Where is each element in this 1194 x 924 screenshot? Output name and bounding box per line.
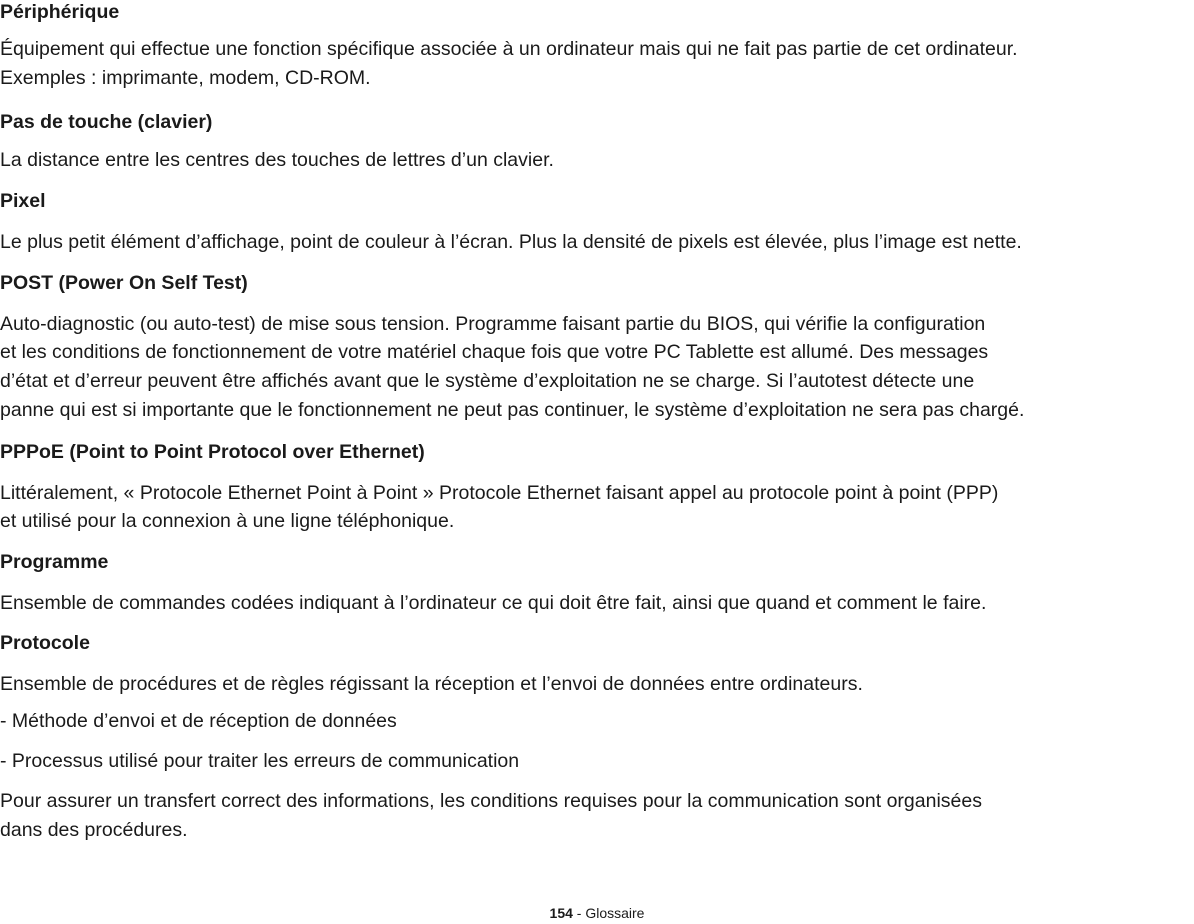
definition-line: Pour assurer un transfert correct des informations, les conditions requises pour la communication sont organisées: [0, 790, 982, 812]
definition-line: La distance entre les centres des touches de lettres d’un clavier.: [0, 149, 554, 171]
definition-line: et les conditions de fonctionnement de votre matériel chaque fois que votre PC Tablette est allumé. Des messages: [0, 341, 989, 363]
definition-line: panne qui est si importante que le fonctionnement ne peut pas continuer, le système d’exploitation ne sera pas chargé.: [0, 399, 1025, 421]
definition-line: d’état et d’erreur peuvent être affichés avant que le système d’exploitation ne se charge. Si l’autotest détecte une: [0, 370, 975, 392]
definition-line: - Processus utilisé pour traiter les erreurs de communication: [0, 750, 520, 772]
definition-line: Équipement qui effectue une fonction spécifique associée à un ordinateur mais qui ne fait pas partie de cet ordinateur.: [0, 38, 1018, 60]
term-heading: Pas de touche (clavier): [0, 111, 213, 133]
section-name: - Glossaire: [572, 905, 645, 921]
definition-line: et utilisé pour la connexion à une ligne téléphonique.: [0, 510, 455, 532]
term-heading: PPPoE (Point to Point Protocol over Ethernet): [0, 441, 425, 463]
definition-line: Le plus petit élément d’affichage, point de couleur à l’écran. Plus la densité de pixels est élevée, plus l’image est nette.: [0, 231, 1022, 253]
term-heading: POST (Power On Self Test): [0, 272, 248, 294]
term-heading: Pixel: [0, 190, 46, 212]
definition-line: Littéralement, « Protocole Ethernet Point à Point » Protocole Ethernet faisant appel au protocole point à point (PPP): [0, 482, 999, 504]
term-heading: Périphérique: [0, 1, 120, 23]
definition-line: Auto-diagnostic (ou auto-test) de mise sous tension. Programme faisant partie du BIOS, qui vérifie la configuration: [0, 313, 986, 335]
page-number: 154: [549, 905, 573, 921]
definition-line: Ensemble de procédures et de règles régissant la réception et l’envoi de données entre ordinateurs.: [0, 673, 863, 695]
definition-line: Ensemble de commandes codées indiquant à l’ordinateur ce qui doit être fait, ainsi que quand et comment le faire.: [0, 592, 987, 614]
term-heading: Protocole: [0, 632, 90, 654]
definition-line: Exemples : imprimante, modem, CD-ROM.: [0, 67, 371, 89]
page-footer: [0, 905, 1194, 921]
definition-line: - Méthode d’envoi et de réception de données: [0, 710, 397, 732]
definition-line: dans des procédures.: [0, 819, 188, 841]
term-heading: Programme: [0, 551, 109, 573]
